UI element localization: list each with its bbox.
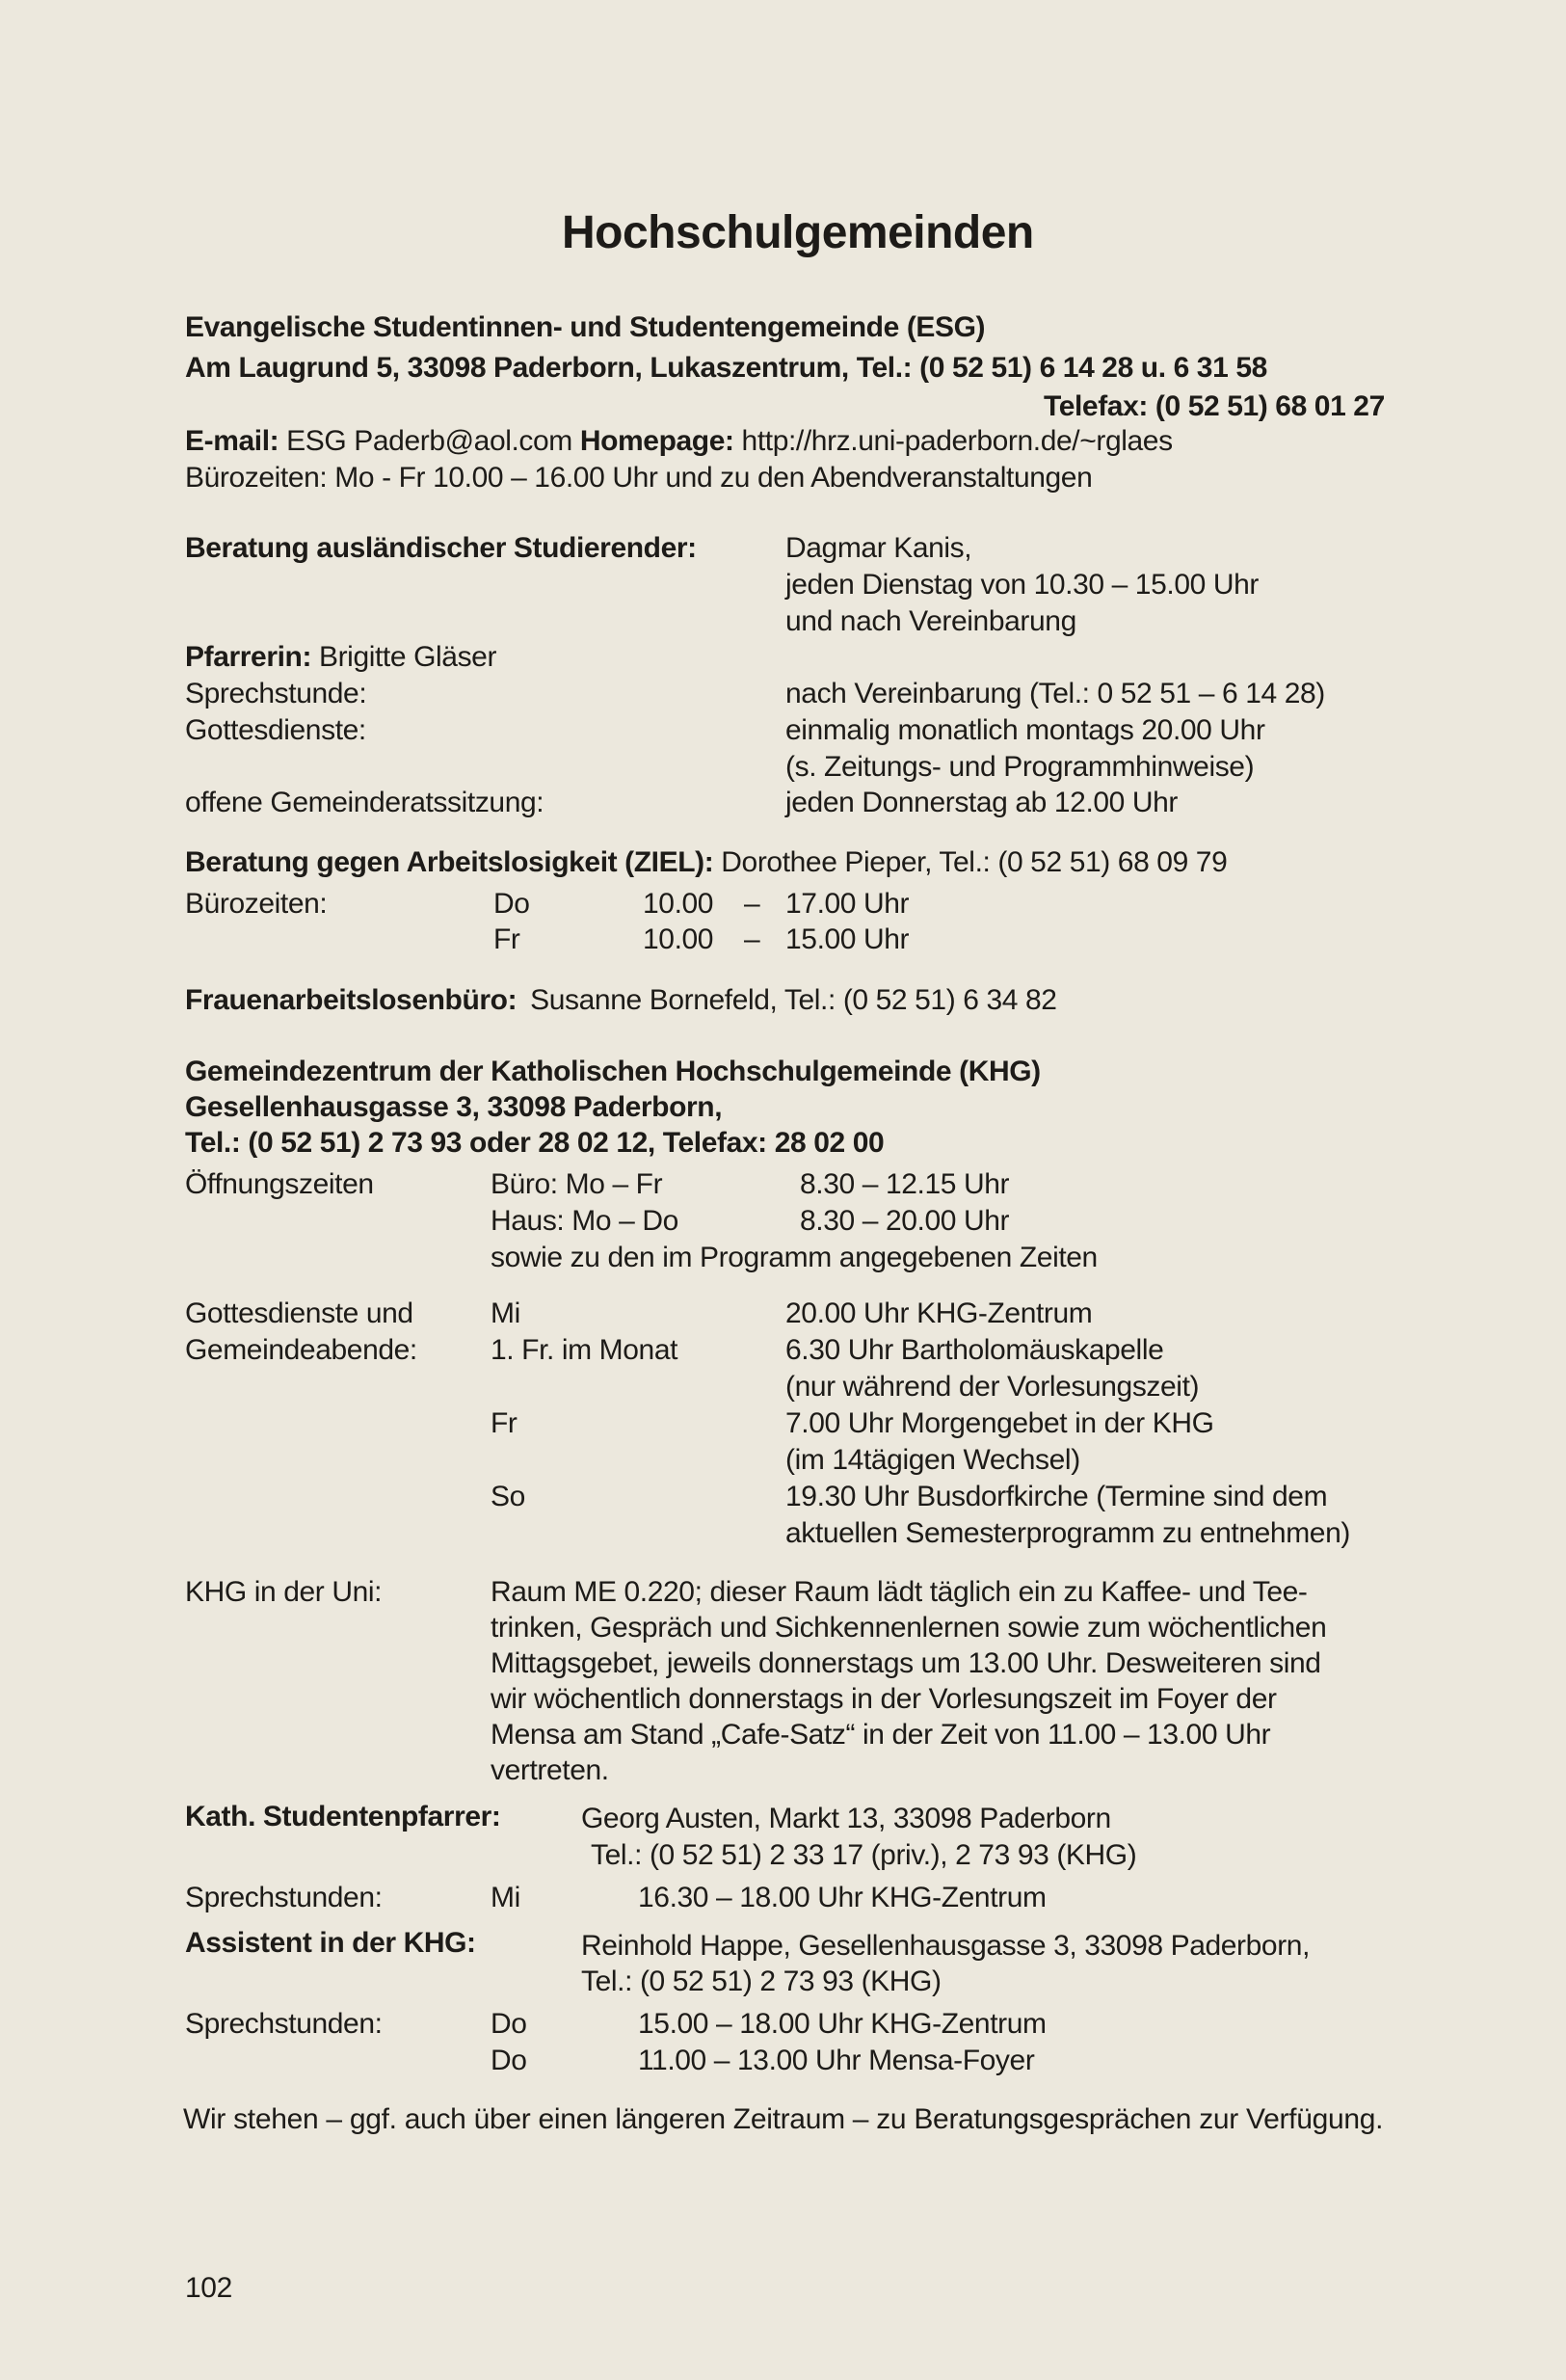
frauen-label: Frauenarbeitslosenbüro:: [185, 984, 518, 1016]
email-value: ESG Paderb@aol.com: [286, 425, 572, 457]
ziel-from: 10.00: [643, 888, 714, 920]
page-title: Hochschulgemeinden: [562, 207, 1034, 258]
frauen-value: Susanne Bornefeld, Tel.: (0 52 51) 6 34 82: [530, 984, 1057, 1016]
khg-uni-label: KHG in der Uni:: [185, 1576, 383, 1608]
esg-name: Evangelische Studentinnen- und Studentengemeinde (ESG): [185, 311, 986, 343]
foreign-advice-label: Beratung ausländischer Studierender:: [185, 532, 697, 564]
foreign-advice-line: und nach Vereinbarung: [785, 605, 1076, 637]
khg-service-line: (im 14tägigen Wechsel): [785, 1444, 1080, 1476]
pastor-line: [185, 640, 496, 675]
esg-address-tel: Am Laugrund 5, 33098 Paderborn, Lukaszentrum, Tel.: (0 52 51) 6 14 28 u. 6 31 58: [185, 352, 1267, 384]
ziel-day: Fr: [493, 923, 520, 955]
khg-assistant-hours-day: Do: [491, 2008, 527, 2040]
khg-phone: Tel.: (0 52 51) 2 73 93 oder 28 02 12, Telefax: 28 02 00: [185, 1127, 885, 1159]
khg-uni-line: wir wöchentlich donnerstags in der Vorlesungszeit im Foyer der: [491, 1683, 1277, 1715]
khg-closing-paragraph: Wir stehen – ggf. auch über einen längeren Zeitraum – zu Beratungsgesprächen zur Verfügung.: [183, 2103, 1384, 2135]
foreign-advice-line: Dagmar Kanis,: [785, 532, 972, 564]
frauen-line: [185, 983, 1057, 1018]
ziel-dash: –: [744, 923, 760, 955]
khg-chaplain-line: Tel.: (0 52 51) 2 33 17 (priv.), 2 73 93 (KHG): [591, 1839, 1137, 1871]
khg-chaplain-hours-label: Sprechstunden:: [185, 1882, 383, 1913]
khg-assistant-hours-day: Do: [491, 2045, 527, 2076]
ziel-dash: –: [744, 888, 760, 920]
esg-fax: Telefax: (0 52 51) 68 01 27: [1044, 390, 1385, 422]
khg-assistant-label: Assistent in der KHG:: [185, 1927, 476, 1959]
khg-open-label: Öffnungszeiten: [185, 1168, 374, 1200]
khg-uni-line: vertreten.: [491, 1754, 609, 1786]
pastor-label: Pfarrerin:: [185, 641, 312, 673]
khg-assistant-line: Tel.: (0 52 51) 2 73 93 (KHG): [581, 1966, 942, 1997]
foreign-advice-line: jeden Dienstag von 10.30 – 15.00 Uhr: [785, 569, 1259, 601]
khg-open-extra: sowie zu den im Programm angegebenen Zeiten: [491, 1242, 1098, 1273]
email-label: E-mail:: [185, 425, 279, 457]
khg-chaplain-label: Kath. Studentenpfarrer:: [185, 1801, 501, 1832]
khg-uni-line: Raum ME 0.220; dieser Raum lädt täglich ein zu Kaffee- und Tee-: [491, 1576, 1308, 1608]
services-line: einmalig monatlich montags 20.00 Uhr: [785, 714, 1265, 746]
consult-label: Sprechstunde:: [185, 678, 367, 709]
khg-service-day: So: [491, 1481, 525, 1512]
khg-open-time: 8.30 – 12.15 Uhr: [800, 1168, 1010, 1200]
khg-service-line: (nur während der Vorlesungszeit): [785, 1371, 1200, 1403]
khg-service-day: Fr: [491, 1407, 518, 1439]
khg-uni-line: trinken, Gespräch und Sichkennenlernen sowie zum wöchentlichen: [491, 1612, 1327, 1644]
khg-uni-line: Mittagsgebet, jeweils donnerstags um 13.00 Uhr. Desweiteren sind: [491, 1647, 1321, 1679]
ziel-hours-label: Bürozeiten:: [185, 888, 328, 920]
khg-service-line: 7.00 Uhr Morgengebet in der KHG: [785, 1407, 1214, 1439]
khg-open-place: Büro: Mo – Fr: [491, 1168, 663, 1200]
khg-assistant-hours-value: 11.00 – 13.00 Uhr Mensa-Foyer: [638, 2045, 1035, 2076]
khg-open-time: 8.30 – 20.00 Uhr: [800, 1205, 1010, 1237]
khg-open-place: Haus: Mo – Do: [491, 1205, 678, 1237]
ziel-to: 17.00 Uhr: [785, 888, 910, 920]
khg-uni-line: Mensa am Stand „Cafe-Satz“ in der Zeit von 11.00 – 13.00 Uhr: [491, 1719, 1271, 1751]
khg-address: Gesellenhausgasse 3, 33098 Paderborn,: [185, 1091, 723, 1123]
khg-services-label: Gottesdienste und: [185, 1297, 413, 1329]
pastor-name: Brigitte Gläser: [318, 641, 497, 673]
khg-service-line: aktuellen Semesterprogramm zu entnehmen): [785, 1517, 1350, 1549]
homepage-value: http://hrz.uni-paderborn.de/~rglaes: [741, 425, 1173, 457]
page-number: 102: [185, 2272, 232, 2304]
ziel-label: Beratung gegen Arbeitslosigkeit (ZIEL):: [185, 846, 714, 878]
services-line: (s. Zeitungs- und Programmhinweise): [785, 751, 1255, 783]
khg-assistant-hours-value: 15.00 – 18.00 Uhr KHG-Zentrum: [638, 2008, 1047, 2040]
khg-service-line: 20.00 Uhr KHG-Zentrum: [785, 1297, 1093, 1329]
khg-assistant-line: Reinhold Happe, Gesellenhausgasse 3, 33098 Paderborn,: [581, 1930, 1311, 1962]
council-label: offene Gemeinderatssitzung:: [185, 787, 544, 818]
khg-services-label: Gemeindeabende:: [185, 1334, 417, 1366]
khg-assistant-hours-label: Sprechstunden:: [185, 2008, 383, 2040]
ziel-day: Do: [493, 888, 530, 920]
khg-chaplain-line: Georg Austen, Markt 13, 33098 Paderborn: [581, 1803, 1111, 1834]
khg-service-line: 6.30 Uhr Bartholomäuskapelle: [785, 1334, 1164, 1366]
consult-value: nach Vereinbarung (Tel.: 0 52 51 – 6 14 28): [785, 678, 1325, 709]
ziel-to: 15.00 Uhr: [785, 923, 910, 955]
esg-contact-line: [185, 424, 1173, 459]
khg-chaplain-hours-day: Mi: [491, 1882, 520, 1913]
ziel-line: [185, 845, 1227, 880]
khg-service-day: 1. Fr. im Monat: [491, 1334, 678, 1366]
esg-office-hours: Bürozeiten: Mo - Fr 10.00 – 16.00 Uhr und zu den Abendveranstaltungen: [185, 462, 1093, 494]
homepage-label: Homepage:: [579, 425, 734, 457]
ziel-from: 10.00: [643, 923, 714, 955]
ziel-value: Dorothee Pieper, Tel.: (0 52 51) 68 09 79: [721, 846, 1228, 878]
council-value: jeden Donnerstag ab 12.00 Uhr: [785, 787, 1179, 818]
services-label: Gottesdienste:: [185, 714, 366, 746]
khg-service-day: Mi: [491, 1297, 520, 1329]
khg-heading: Gemeindezentrum der Katholischen Hochschulgemeinde (KHG): [185, 1056, 1041, 1087]
khg-chaplain-hours-value: 16.30 – 18.00 Uhr KHG-Zentrum: [638, 1882, 1047, 1913]
khg-service-line: 19.30 Uhr Busdorfkirche (Termine sind dem: [785, 1481, 1328, 1512]
